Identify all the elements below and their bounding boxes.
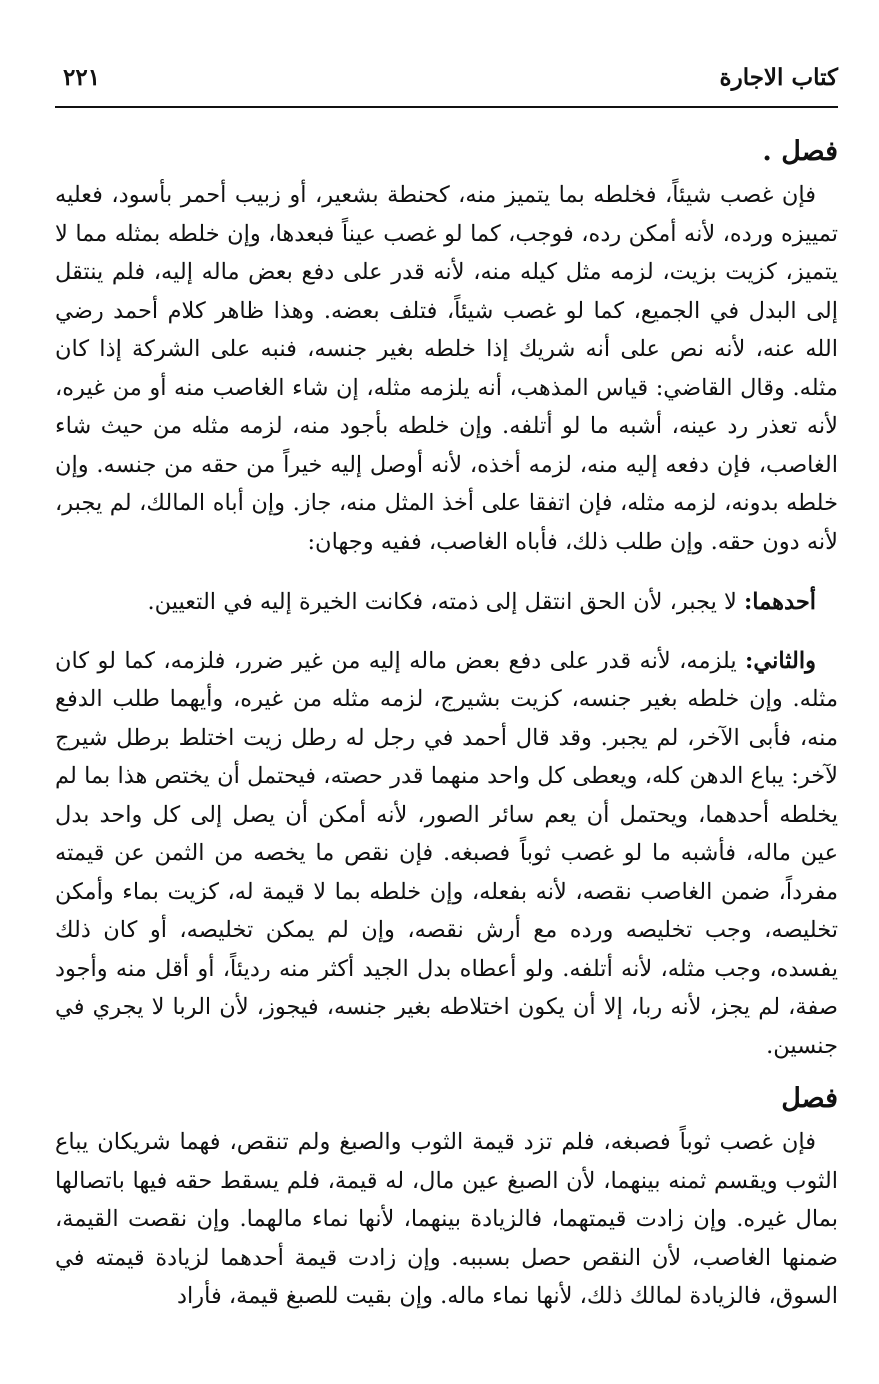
page-number: ٢٢١ <box>63 64 101 91</box>
paragraph-text: فإن غصب ثوباً فصبغه، فلم تزد قيمة الثوب والصبغ ولم تنقص، فهما شريكان يباع الثوب ويقسم ثمنه بينهما، لأن الصبغ عين مال، له قيمة، فلم يسقط حقه فيها باتصالها بمال غيره. وإن زادت قيمتهما، فالزيادة بينهما، لأنها نماء مالهما. وإن نقصت القيمة، ضمنها الغاصب، لأن النقص حصل بسببه. وإن زادت قيمة أحدهما لزيادة قيمته في السوق، فالزيادة لمالك ذلك، لأنها نماء ماله. وإن بقيت للصبغ قيمة، فأراد <box>55 1129 838 1309</box>
section-heading: فصل <box>781 1083 838 1114</box>
paragraph <box>55 642 838 1066</box>
section-heading: فصل . <box>762 136 838 167</box>
running-title: كتاب الاجارة <box>719 64 838 91</box>
page-body <box>55 130 838 1316</box>
paragraph-lead: أحدهما: <box>743 589 816 615</box>
page-header <box>55 62 838 106</box>
paragraph-text: لا يجبر، لأن الحق انتقل إلى ذمته، فكانت الخيرة إليه في التعيين. <box>147 589 737 615</box>
paragraph-lead: والثاني: <box>745 647 816 674</box>
paragraph <box>55 583 838 622</box>
paragraph-text: فإن غصب شيئاً، فخلطه بما يتميز منه، كحنطة بشعير، أو زبيب أحمر بأسود، فعليه تمييزه ورده، لأنه أمكن رده، فوجب، كما لو غصب عيناً فبعدها، وإن خلطه بمثله مما لا يتميز، كزيت بزيت، لزمه مثل كيله منه، لأنه قدر على دفع بعض ماله إليه، فلم ينتقل إلى البدل في الجميع، كما لو غصب شيئاً، فتلف بعضه. وهذا ظاهر كلام أحمد رضي الله عنه، لأنه نص على أنه شريك إذا خلطه بغير جنسه، فنبه على الشركة إذا كان مثله. وقال القاضي: قياس المذهب، أنه يلزمه مثله، إن شاء الغاصب منه أو من غيره، لأنه تعذر رد عينه، أشبه ما لو أتلفه. وإن خلطه بأجود منه، لزمه مثله من حيث شاء الغاصب، فإن دفعه إليه منه، لزمه أخذه، لأنه أوصل إليه خيراً من حقه من جنسه. وإن خلطه بدونه، لزمه مثله، فإن اتفقا على أخذ المثل منه، جاز. وإن أباه المالك، لم يجبر، لأنه دون حقه. وإن طلب ذلك، فأباه الغاصب، ففيه وجهان: <box>55 182 838 555</box>
paragraph <box>55 1123 838 1316</box>
section-2 <box>55 1077 838 1316</box>
section-1 <box>55 130 838 1065</box>
paragraph-text: يلزمه، لأنه قدر على دفع بعض ماله إليه من غير ضرر، فلزمه، كما لو كان مثله. وإن خلطه بغير جنسه، كزيت بشيرج، لزمه مثله من غيره، وأيهما طلب الدفع منه، فأبى الآخر، لم يجبر. وقد قال أحمد في رجل له رطل زيت اختلط برطل شيرج لآخر: يباع الدهن كله، ويعطى كل واحد منهما قدر حصته، فيحتمل أن يختص هذا بما لم يخلطه أحدهما، ويحتمل أن يعم سائر الصور، لأنه أمكن أن يصل إلى كل واحد بدل عين ماله، فأشبه ما لو غصب ثوباً فصبغه. فإن نقص ما يخصه من الثمن عن قيمته مفرداً، ضمن الغاصب نقصه، لأنه بفعله، وإن خلطه بما لا قيمة له، كزيت بماء وأمكن تخليصه، وجب تخليصه ورده مع أرش نقصه، وإن لم يمكن تخليصه، أو كان ذلك يفسده، وجب مثله، لأنه أتلفه. ولو أعطاه بدل الجيد أكثر منه رديئاً، أو أقل منه وأجود صفة، لم يجز، لأنه ربا، إلا أن يكون اختلاطه بغير جنسه، فيجوز، لأن الربا لا يجري في جنسين. <box>55 647 838 1059</box>
header-rule <box>55 106 838 108</box>
paragraph <box>55 176 838 561</box>
